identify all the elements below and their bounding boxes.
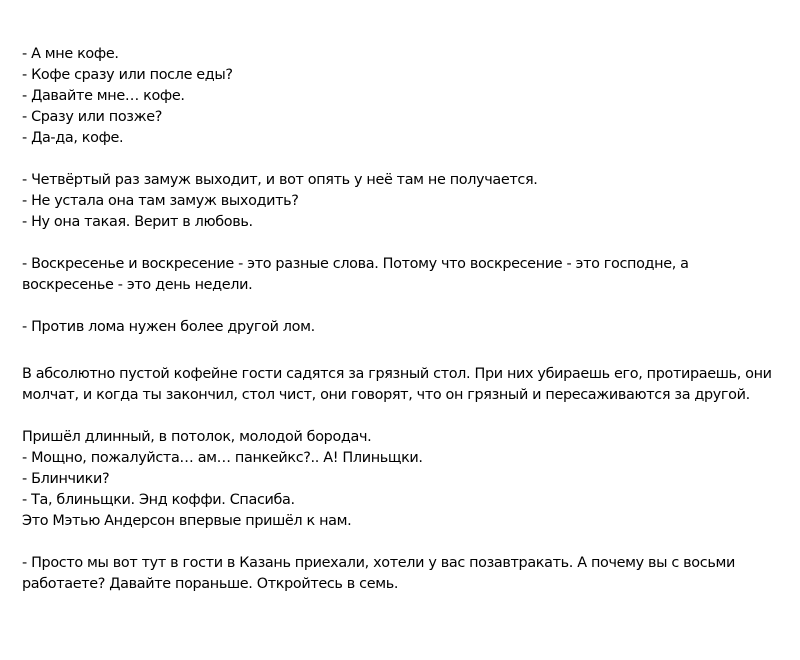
text-line: - Сразу или позже? bbox=[22, 109, 163, 125]
text-line: - Не устала она там замуж выходить? bbox=[22, 193, 299, 209]
dialogue-pancakes bbox=[22, 427, 784, 532]
paragraph-spacer bbox=[22, 338, 784, 364]
paragraph-crowbar bbox=[22, 317, 784, 338]
text-line: воскресенье - это день недели. bbox=[22, 277, 253, 293]
text-line: - Блинчики? bbox=[22, 471, 110, 487]
paragraph-spacer bbox=[22, 296, 784, 317]
text-line: В абсолютно пустой кофейне гости садятся за грязный стол. При них убираешь его, протираешь, они bbox=[22, 366, 772, 382]
text-line: работаете? Давайте пораньше. Откройтесь в семь. bbox=[22, 576, 399, 592]
text-line: - Воскресенье и воскресение - это разные слова. Потому что воскресение - это господне, а bbox=[22, 256, 689, 272]
text-line: - Мощно, пожалуйста… ам… панкейкс?.. А! Плиньщки. bbox=[22, 450, 423, 466]
text-line: - Просто мы вот тут в гости в Казань приехали, хотели у вас позавтракать. А почему вы с восьми bbox=[22, 555, 735, 571]
text-line: - А мне кофе. bbox=[22, 46, 119, 62]
dialogue-coffee bbox=[22, 44, 784, 149]
text-line: молчат, и когда ты закончил, стол чист, они говорят, что он грязный и пересаживаются за другой. bbox=[22, 387, 750, 403]
text-line: - Та, блиньщки. Энд коффи. Спасиба. bbox=[22, 492, 295, 508]
paragraph-spacer bbox=[22, 149, 784, 170]
text-line: - Кофе сразу или после еды? bbox=[22, 67, 233, 83]
dialogue-marriage bbox=[22, 170, 784, 233]
text-line: Пришёл длинный, в потолок, молодой бородач. bbox=[22, 429, 372, 445]
paragraph-dirty-table bbox=[22, 364, 784, 406]
text-line: - Да-да, кофе. bbox=[22, 130, 124, 146]
text-line: - Давайте мне… кофе. bbox=[22, 88, 185, 104]
document-page bbox=[22, 44, 784, 595]
text-line: - Четвёртый раз замуж выходит, и вот опять у неё там не получается. bbox=[22, 172, 538, 188]
text-line: Это Мэтью Андерсон впервые пришёл к нам. bbox=[22, 513, 352, 529]
paragraph-sunday bbox=[22, 254, 784, 296]
paragraph-kazan bbox=[22, 553, 784, 595]
paragraph-spacer bbox=[22, 233, 784, 254]
text-line: - Против лома нужен более другой лом. bbox=[22, 319, 315, 335]
paragraph-spacer bbox=[22, 406, 784, 427]
text-line: - Ну она такая. Верит в любовь. bbox=[22, 214, 253, 230]
paragraph-spacer bbox=[22, 532, 784, 553]
